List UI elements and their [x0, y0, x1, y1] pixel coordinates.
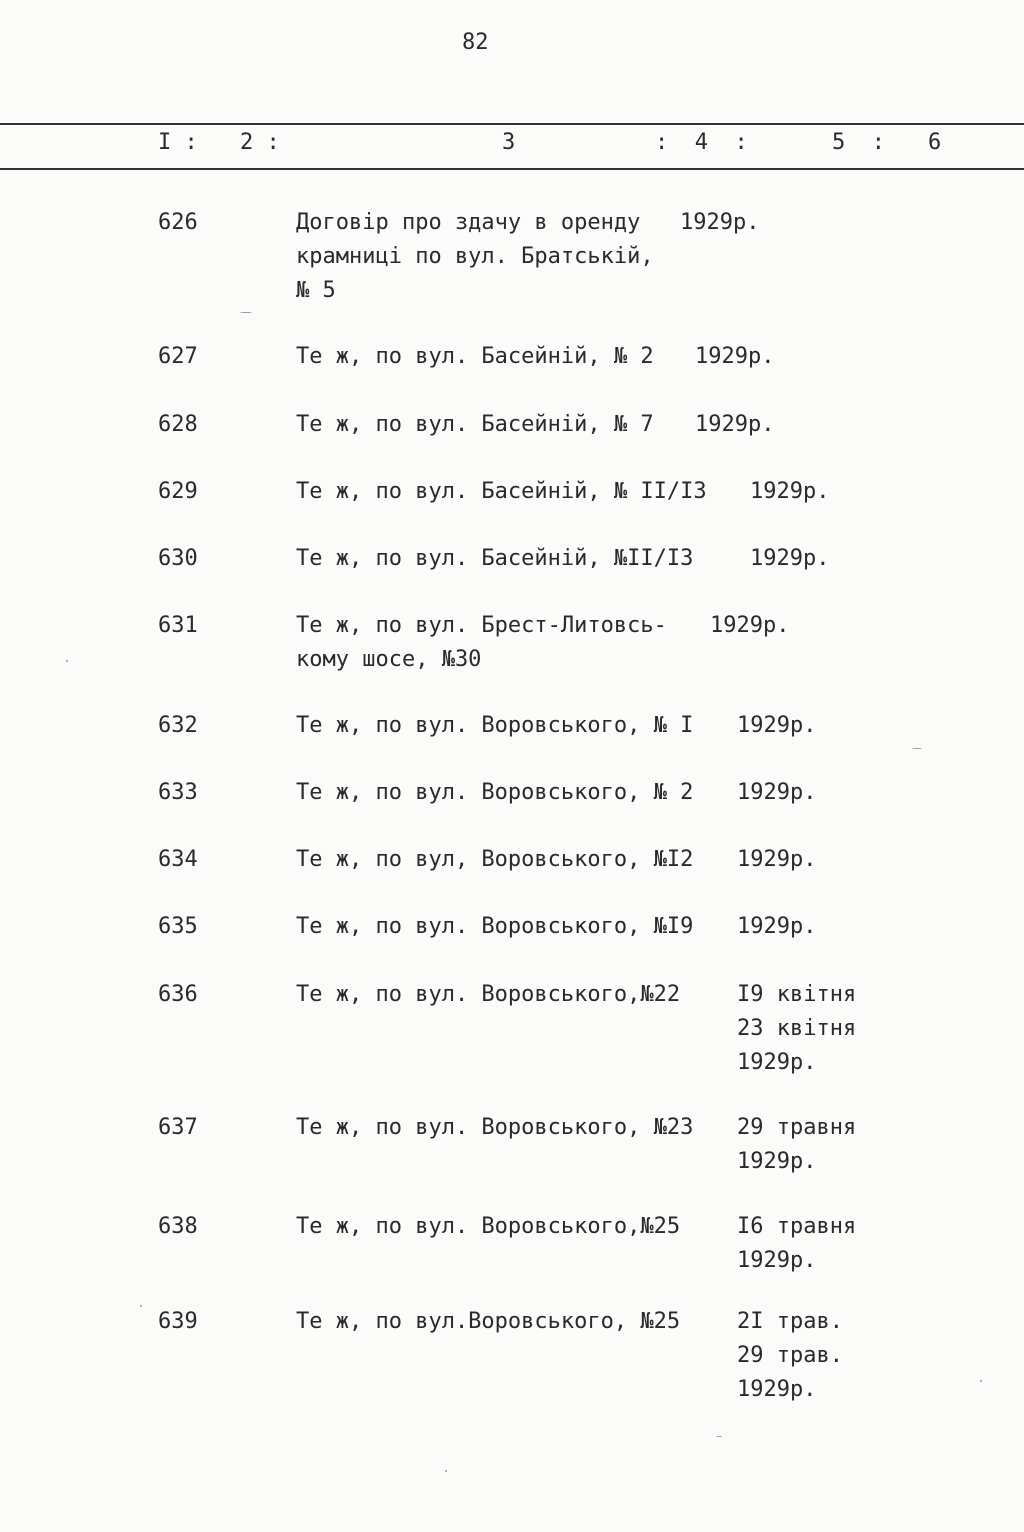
- description-line: Те ж, по вул. Воровського, № I: [296, 713, 694, 738]
- description-line: Те ж, по вул. Басейній, № 2: [296, 344, 654, 369]
- entry-date: [737, 1111, 856, 1179]
- description-line: Те ж, по вул. Брест-Литовсь-: [296, 613, 667, 638]
- entry-number: 638: [158, 1214, 198, 1239]
- date-line: 1929р.: [750, 546, 830, 571]
- entry-description: [296, 408, 654, 442]
- date-line: 1929р.: [695, 412, 775, 437]
- entry-number: 626: [158, 210, 198, 235]
- entry-number: 632: [158, 713, 198, 738]
- entry-number: 629: [158, 479, 198, 504]
- description-line: Те ж, по вул. Воровського,№22: [296, 982, 681, 1007]
- entry-date: [737, 843, 816, 877]
- date-line: 1929р.: [737, 1050, 817, 1075]
- entry-description: [296, 475, 707, 509]
- header-rule-bottom: [0, 168, 1024, 170]
- entry-date: [750, 542, 829, 576]
- entry-number: 637: [158, 1115, 198, 1140]
- entry-date: [710, 609, 789, 643]
- description-line: Те ж, по вул. Воровського,№25: [296, 1214, 681, 1239]
- date-line: 1929р.: [737, 713, 817, 738]
- date-line: 1929р.: [737, 1248, 817, 1273]
- column-header-3: 3: [502, 130, 516, 155]
- description-line: Те ж, по вул. Басейній, № 7: [296, 412, 654, 437]
- column-header-4: : 4 :: [655, 130, 748, 155]
- scan-speck: [980, 1380, 982, 1382]
- entry-date: [695, 340, 774, 374]
- description-line: крамниці по вул. Братській,: [296, 244, 654, 269]
- entry-description: [296, 542, 693, 576]
- date-line: I9 квітня: [737, 982, 857, 1007]
- date-line: 29 трав.: [737, 1343, 843, 1368]
- column-header-1: I :: [158, 130, 198, 155]
- entry-description: [296, 1305, 680, 1339]
- entry-number: 630: [158, 546, 198, 571]
- entry-description: [296, 340, 654, 374]
- entry-number: 627: [158, 344, 198, 369]
- entry-number: 639: [158, 1309, 198, 1334]
- entry-date: [737, 978, 856, 1080]
- description-line: Те ж, по вул. Воровського, №23: [296, 1115, 694, 1140]
- description-line: Те ж, по вул. Басейній, №II/I3: [296, 546, 694, 571]
- entry-number: 635: [158, 914, 198, 939]
- column-header-6: 6: [928, 130, 942, 155]
- entry-date: [737, 1305, 843, 1407]
- date-line: 1929р.: [680, 210, 760, 235]
- entry-number: 636: [158, 982, 198, 1007]
- scan-speck: [445, 1470, 447, 1472]
- entry-date: [737, 709, 816, 743]
- date-line: 1929р.: [737, 914, 817, 939]
- column-header-2: 2 :: [240, 130, 280, 155]
- date-line: 2I трав.: [737, 1309, 843, 1334]
- entry-number: 633: [158, 780, 198, 805]
- date-line: 23 квітня: [737, 1016, 857, 1041]
- description-line: Те ж, по вул. Воровського, №I9: [296, 914, 694, 939]
- entry-description: [296, 206, 654, 308]
- date-line: 1929р.: [695, 344, 775, 369]
- description-line: кому шосе, №30: [296, 647, 482, 672]
- entry-description: [296, 1111, 693, 1145]
- date-line: 1929р.: [710, 613, 790, 638]
- entry-number: 634: [158, 847, 198, 872]
- entry-description: [296, 910, 693, 944]
- scan-speck: [140, 1305, 142, 1307]
- entry-date: [737, 776, 816, 810]
- column-header-5: 5 :: [832, 130, 885, 155]
- entry-description: [296, 1210, 680, 1244]
- entry-date: [737, 910, 816, 944]
- entry-description: [296, 978, 680, 1012]
- entry-date: [680, 206, 759, 240]
- scan-speck: [912, 748, 922, 749]
- entry-date: [750, 475, 829, 509]
- date-line: 1929р.: [737, 1149, 817, 1174]
- date-line: 1929р.: [737, 1377, 817, 1402]
- entry-description: [296, 709, 693, 743]
- description-line: Те ж, по вул, Воровського, №I2: [296, 847, 694, 872]
- description-line: Те ж, по вул.Воровського, №25: [296, 1309, 681, 1334]
- header-rule-top: [0, 123, 1024, 125]
- entry-description: [296, 776, 693, 810]
- entry-description: [296, 843, 693, 877]
- description-line: Договір про здачу в оренду: [296, 210, 641, 235]
- date-line: I6 травня: [737, 1214, 857, 1239]
- scan-speck: [716, 1436, 722, 1437]
- description-line: Те ж, по вул. Басейній, № II/I3: [296, 479, 707, 504]
- page-number: 82: [462, 30, 489, 55]
- scan-speck: [66, 660, 68, 662]
- entry-date: [695, 408, 774, 442]
- description-line: № 5: [296, 278, 336, 303]
- date-line: 1929р.: [737, 847, 817, 872]
- entry-description: [296, 609, 667, 677]
- entry-date: [737, 1210, 856, 1278]
- scan-speck: [240, 312, 252, 313]
- date-line: 1929р.: [737, 780, 817, 805]
- date-line: 1929р.: [750, 479, 830, 504]
- entry-number: 628: [158, 412, 198, 437]
- date-line: 29 травня: [737, 1115, 857, 1140]
- entry-number: 631: [158, 613, 198, 638]
- description-line: Те ж, по вул. Воровського, № 2: [296, 780, 694, 805]
